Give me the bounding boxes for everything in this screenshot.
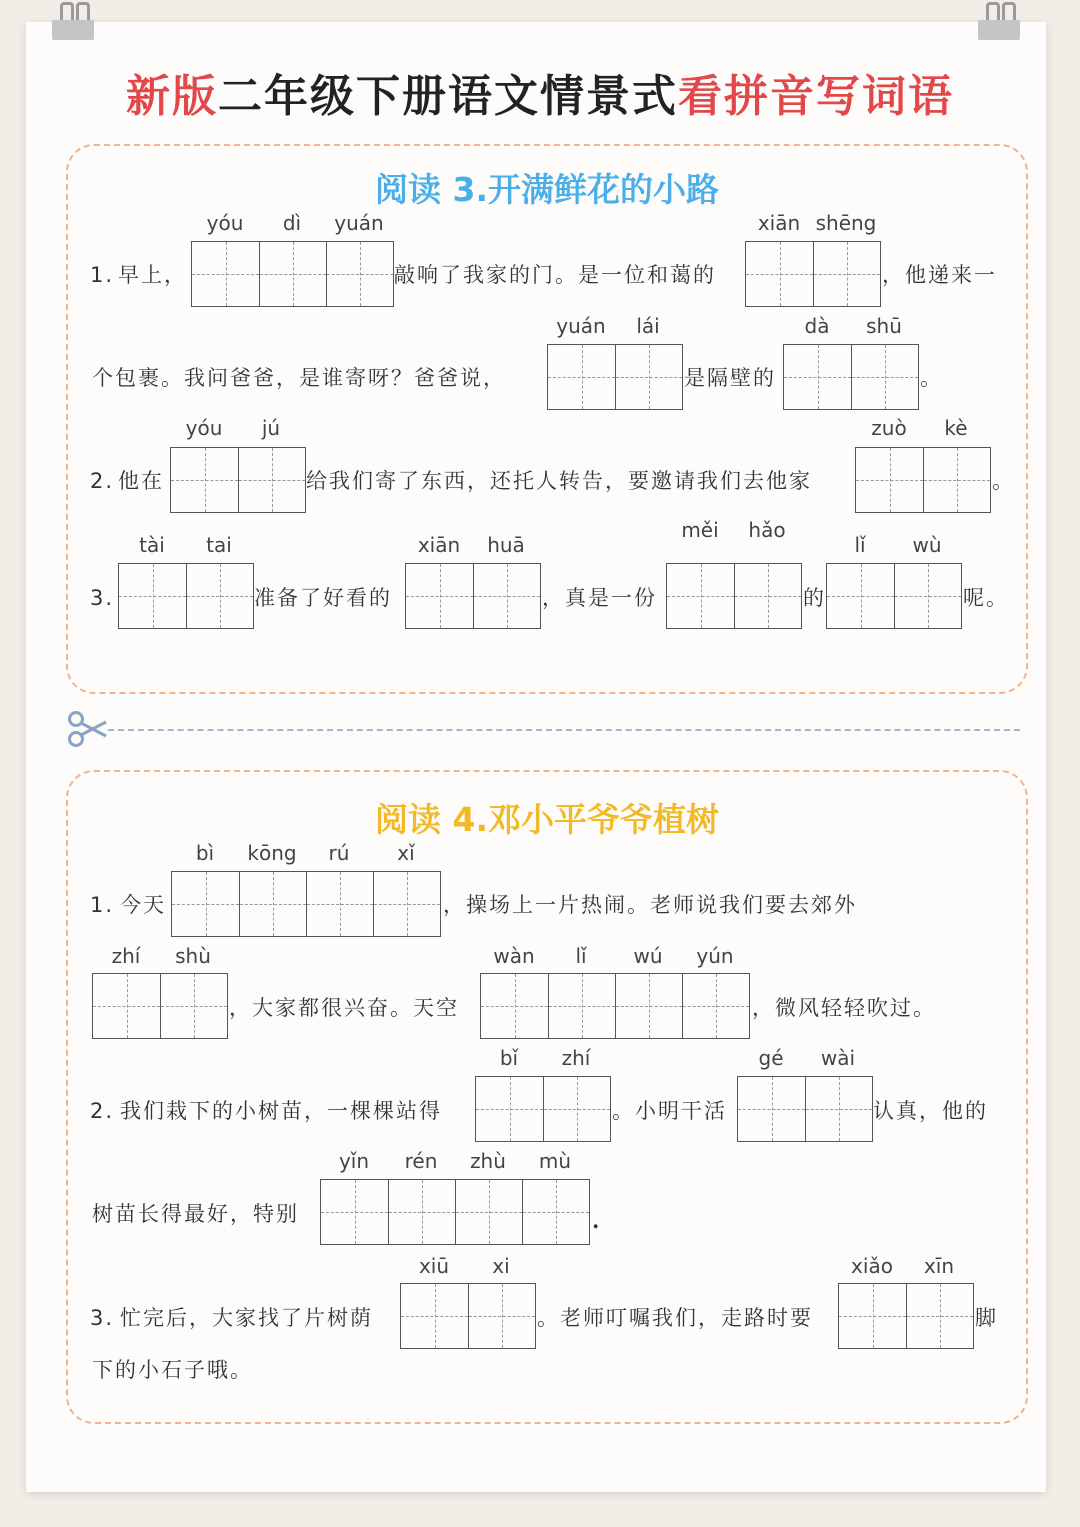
- pinyin: yóu: [206, 211, 244, 235]
- pinyin: yóu: [185, 416, 223, 440]
- pinyin: wù: [912, 533, 942, 557]
- writing-grid[interactable]: [480, 973, 750, 1039]
- sentence-text: 我们栽下的小树苗，一棵棵站得: [120, 1099, 442, 1123]
- pinyin: lǐ: [854, 533, 866, 557]
- pinyin: měi: [681, 518, 719, 542]
- sentence-text: 他在: [118, 469, 164, 493]
- writing-grid[interactable]: [855, 447, 991, 513]
- pinyin: xiān: [757, 211, 801, 235]
- pinyin: dì: [282, 211, 302, 235]
- sentence-text: 忙完后，大家找了片树荫: [120, 1306, 373, 1330]
- pinyin: kè: [944, 416, 968, 440]
- sentence-text: 的: [803, 586, 826, 610]
- question-number: 3.: [90, 1306, 115, 1330]
- section-title: 阅读 4.邓小平爷爷植树: [375, 800, 719, 839]
- pinyin: shēng: [815, 211, 877, 235]
- pinyin: yuán: [556, 314, 606, 338]
- sentence-text: 脚: [975, 1306, 998, 1330]
- pinyin: jú: [261, 416, 281, 440]
- pinyin: xīn: [923, 1254, 955, 1278]
- pinyin: rén: [404, 1149, 438, 1173]
- pinyin: bì: [195, 841, 215, 865]
- sentence-text: 树苗长得最好，特别: [92, 1202, 299, 1226]
- writing-grid[interactable]: [737, 1076, 873, 1142]
- pinyin: yún: [696, 944, 734, 968]
- writing-grid[interactable]: [475, 1076, 611, 1142]
- writing-grid[interactable]: [171, 871, 441, 937]
- sentence-text: 下的小石子哦。: [92, 1358, 253, 1382]
- question-number: 1.: [90, 893, 115, 917]
- sentence-text: ，真是一份: [542, 586, 657, 610]
- writing-grid[interactable]: [92, 973, 228, 1039]
- pinyin: tài: [139, 533, 165, 557]
- pinyin: mù: [538, 1149, 572, 1173]
- cut-line: [108, 729, 1020, 731]
- sentence-text: ，操场上一片热闹。老师说我们要去郊外: [443, 893, 857, 917]
- sentence-text: 。: [920, 366, 943, 390]
- writing-grid[interactable]: [826, 563, 962, 629]
- writing-grid[interactable]: [170, 447, 306, 513]
- pinyin: xiǎo: [851, 1254, 893, 1278]
- pinyin: gé: [758, 1046, 784, 1070]
- sentence-text: 给我们寄了东西，还托人转告，要邀请我们去他家: [306, 469, 812, 493]
- sentence-text: ，微风轻轻吹过。: [752, 996, 936, 1020]
- binder-clip-icon: [52, 2, 94, 40]
- pinyin: xi: [492, 1254, 510, 1278]
- writing-grid[interactable]: [118, 563, 254, 629]
- pinyin: shū: [866, 314, 902, 338]
- pinyin: yǐn: [338, 1149, 370, 1173]
- sentence-text: 。: [992, 469, 1015, 493]
- section-title: 阅读 3.开满鲜花的小路: [375, 170, 719, 209]
- pinyin: yuán: [334, 211, 384, 235]
- pinyin: dà: [804, 314, 830, 338]
- sentence-text: 认真，他的: [873, 1099, 988, 1123]
- writing-grid[interactable]: [666, 563, 802, 629]
- pinyin: lǐ: [575, 944, 587, 968]
- pinyin: xiān: [417, 533, 461, 557]
- pinyin: zhí: [111, 944, 141, 968]
- pinyin: zuò: [871, 416, 907, 440]
- sentence-text: 敲响了我家的门。是一位和蔼的: [394, 263, 716, 287]
- title-part-2: 二年级下册语文情景式: [218, 71, 678, 122]
- pinyin: wàn: [493, 944, 535, 968]
- question-number: 2.: [90, 469, 115, 493]
- question-number: 2.: [90, 1099, 115, 1123]
- pinyin: shù: [175, 944, 211, 968]
- sentence-text: 。老师叮嘱我们，走路时要: [537, 1306, 813, 1330]
- pinyin: bǐ: [499, 1046, 519, 1070]
- pinyin: hǎo: [748, 518, 786, 542]
- page-title: [0, 60, 1080, 124]
- question-number: 1.: [90, 263, 115, 287]
- scissors-icon: [66, 710, 110, 748]
- pinyin: lái: [636, 314, 660, 338]
- pinyin: tai: [206, 533, 232, 557]
- writing-grid[interactable]: [191, 241, 394, 307]
- sentence-text: 准备了好看的: [254, 586, 392, 610]
- sentence-text: .: [592, 1208, 602, 1233]
- sentence-text: 。小明干活: [612, 1099, 727, 1123]
- pinyin: zhù: [470, 1149, 506, 1173]
- binder-clip-icon: [978, 2, 1020, 40]
- sentence-text: 个包裹。我问爸爸，是谁寄呀？爸爸说，: [92, 366, 506, 390]
- title-part-3: 看拼音写词语: [678, 71, 954, 122]
- writing-grid[interactable]: [405, 563, 541, 629]
- sentence-text: 是隔壁的: [684, 366, 776, 390]
- pinyin: xǐ: [397, 841, 415, 865]
- sentence-text: ，他递来一: [882, 263, 997, 287]
- writing-grid[interactable]: [400, 1283, 536, 1349]
- sentence-text: 早上，: [118, 263, 187, 287]
- sentence-text: 今天: [120, 893, 166, 917]
- pinyin: xiū: [418, 1254, 450, 1278]
- writing-grid[interactable]: [320, 1179, 590, 1245]
- writing-grid[interactable]: [783, 344, 919, 410]
- pinyin: rú: [328, 841, 350, 865]
- writing-grid[interactable]: [838, 1283, 974, 1349]
- writing-grid[interactable]: [547, 344, 683, 410]
- title-part-1: 新版: [126, 71, 218, 122]
- sentence-text: ，大家都很兴奋。天空: [229, 996, 459, 1020]
- pinyin: zhí: [561, 1046, 591, 1070]
- pinyin: wú: [633, 944, 663, 968]
- pinyin: kōng: [247, 841, 297, 865]
- sentence-text: 呢。: [963, 586, 1009, 610]
- writing-grid[interactable]: [745, 241, 881, 307]
- pinyin: huā: [487, 533, 525, 557]
- question-number: 3.: [90, 586, 115, 610]
- pinyin: wài: [820, 1046, 856, 1070]
